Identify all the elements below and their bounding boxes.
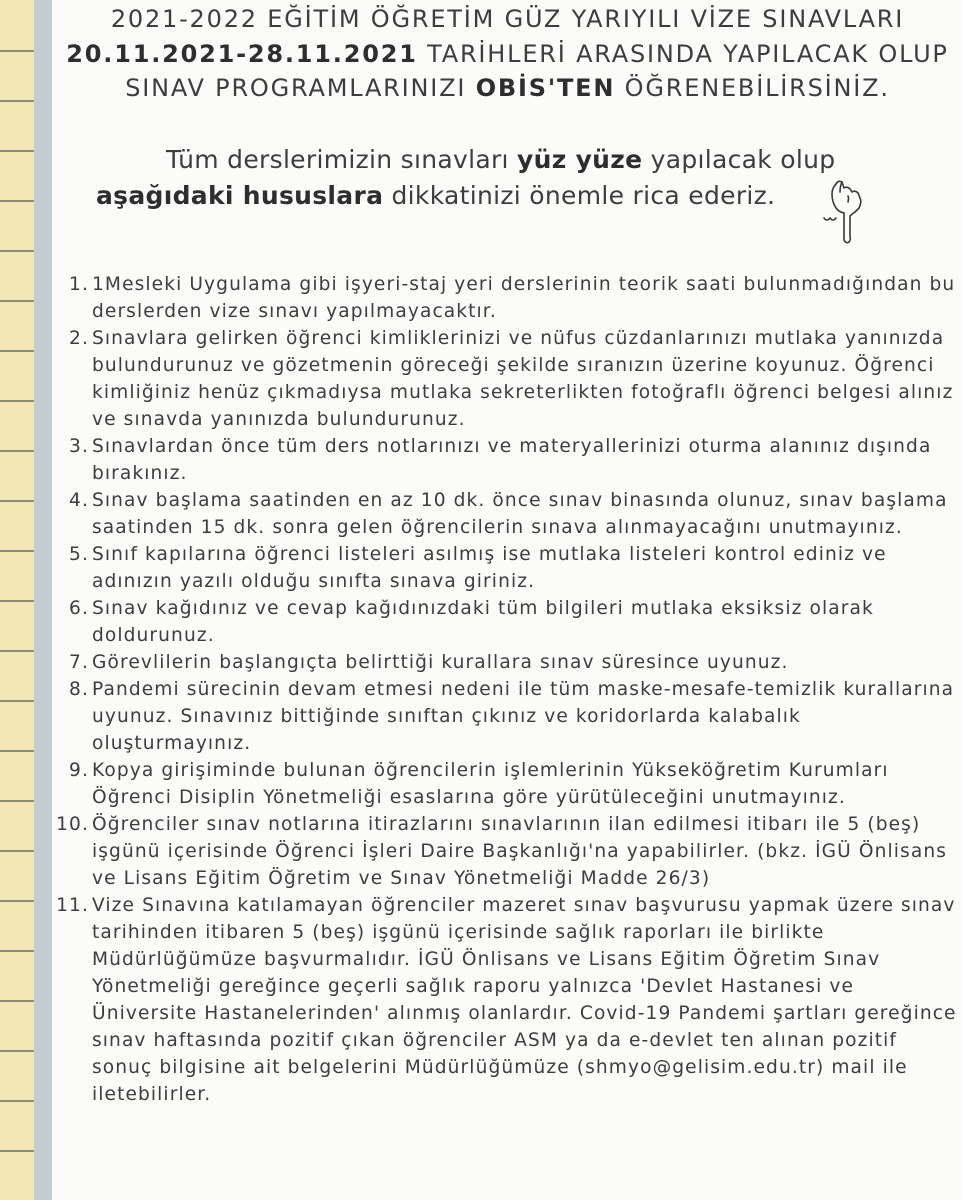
rule-text: Vize Sınavına katılamayan öğrenciler mazeret sınav başvurusu yapmak üzere sınav tarihinden itibaren 5 (beş) işgünü içerisinde sağlık raporları ile birlikte Müdürlüğümüze başvurmalıdır. İGÜ Önlisans ve Lisans Eğitim Öğretim Sınav Yönetmeliği gereğince geçerli sağlık raporu yalnızca 'Devlet Hastanesi ve Üniversite Hastanelerinden' alınmış olanlardır. Covid-19 Pandemi şartları gereğince sınav haftasında pozitif çıkan öğrenciler ASM ya da e-devlet ten alınan pozitif sonuç bilgisine ait belgelerini Müdürlüğümüze (shmyo@gelisim.edu.tr) mail ile iletebilirler. [92,895,957,1105]
header-line-2-text: TARİHLERİ ARASINDA YAPILACAK OLUP [417,39,949,68]
rule-text: Sınav başlama saatinden en az 10 dk. önce sınav binasında olunuz, sınav başlama saatinden 15 dk. sonra gelen öğrencilerin sınava alınmayacağını unutmayınız. [92,490,948,538]
rule-text: Görevlilerin başlangıçta belirttiği kurallara sınav süresince uyunuz. [92,652,789,673]
rule-text: 1Mesleki Uygulama gibi işyeri-staj yeri derslerinin teorik saati bulunmadığından bu derslerden vize sınavı yapılmayacaktır. [92,274,956,322]
intro-line-1 [96,142,835,178]
binding-line [0,900,34,902]
binding-line [0,100,34,102]
binding-line [0,950,34,952]
rule-text: Sınav kağıdınız ve cevap kağıdınızdaki tüm bilgileri mutlaka eksiksiz olarak doldurunuz. [92,598,874,646]
binding-line [0,750,34,752]
rule-text: Pandemi sürecinin devam etmesi nedeni ile tüm maske-mesafe-temizlik kurallarına uyunuz. Sınavınız bittiğinde sınıftan çıkınız ve koridorlarda kalabalık oluşturmayınız. [92,679,955,754]
rule-item [52,487,957,541]
rule-item [52,595,957,649]
header-line-1: 2021-2022 EĞİTİM ÖĞRETİM GÜZ YARIYILI VİZE SINAVLARI [110,5,905,33]
intro-line-2 [96,178,835,214]
binding-line [0,1050,34,1052]
face-to-face-highlight: yüz yüze [517,145,643,174]
binding-line [0,250,34,252]
rule-item [52,325,957,433]
rule-text: Sınavlara gelirken öğrenci kimliklerinizi ve nüfus cüzdanlarınızı mutlaka yanınızda bulundurunuz ve gözetmenin göreceği şekilde sıranızın üzerine koyunuz. Öğrenci kimliğiniz henüz çıkmadıysa mutlaka sekreterlikten fotoğraflı öğrenci belgesi alınız ve sınavda yanınızda bulundurunuz. [92,328,954,430]
binding-line [0,150,34,152]
pointing-down-hand-icon [822,178,870,246]
header-line-3 [52,71,963,106]
binding-line [0,50,34,52]
binding-line [0,550,34,552]
binding-line [0,350,34,352]
rule-number: 10. [56,814,89,835]
rules-list [52,271,957,1108]
binding-line [0,1100,34,1102]
rule-item [52,541,957,595]
announcement-header [52,2,963,106]
exam-dates: 20.11.2021-28.11.2021 [66,39,418,68]
obis-highlight: OBİS'TEN [475,74,616,102]
binding-line [0,850,34,852]
rule-item [52,676,957,757]
rule-item [52,892,957,1108]
rule-text: Öğrenciler sınav notlarına itirazlarını sınavlarının ilan edilmesi itibarı ile 5 (beş) işgünü içerisinde Öğrenci İşleri Daire Başkanlığı'na yapabilirler. (bkz. İGÜ Önlisans ve Lisans Eğitim Öğretim ve Sınav Yönetmeliği Madde 26/3) [92,814,947,889]
binding-line [0,200,34,202]
rule-number: 11. [56,895,89,916]
rule-number: 7. [69,652,89,673]
binding-line [0,650,34,652]
rule-number: 1. [69,274,89,295]
rule-item [52,433,957,487]
binding-line [0,450,34,452]
rule-text: Kopya girişiminde bulunan öğrencilerin işlemlerinin Yükseköğretim Kurumları Öğrenci Disiplin Yönetmeliği esaslarına göre yürütüleceğini unutmayınız. [92,760,889,808]
rule-item [52,649,957,676]
binding-line [0,500,34,502]
rule-number: 2. [69,328,89,349]
notebook-binding-margin [0,0,34,1200]
intro-part-1: Tüm derslerimizin sınavları [166,145,518,174]
rule-item [52,757,957,811]
binding-line [0,1150,34,1152]
rule-number: 8. [69,679,89,700]
rule-number: 3. [69,436,89,457]
rule-number: 9. [69,760,89,781]
notebook-spine [34,0,52,1200]
rule-item [52,271,957,325]
intro-part-3: dikkatinizi önemle rica ederiz. [383,181,776,210]
rule-text: Sınıf kapılarına öğrenci listeleri asılmış ise mutlaka listeleri kontrol ediniz ve adınızın yazılı olduğu sınıfta sınava giriniz. [92,544,887,592]
binding-line [0,400,34,402]
rule-number: 4. [69,490,89,511]
announcement-page [52,0,963,1200]
binding-line [0,300,34,302]
rule-number: 6. [69,598,89,619]
header-line-3-end: ÖĞRENEBİLİRSİNİZ. [615,74,890,102]
binding-line [0,700,34,702]
rule-item [52,811,957,892]
binding-line [0,1000,34,1002]
intro-text [96,142,835,214]
header-line-3-start: SINAV PROGRAMLARINIZI [125,74,476,102]
rule-number: 5. [69,544,89,565]
intro-part-2: yapılacak olup [642,145,836,174]
header-line-2 [52,37,963,72]
following-points-highlight: aşağıdaki hususlara [96,181,384,210]
binding-line [0,600,34,602]
rule-text: Sınavlardan önce tüm ders notlarınızı ve materyallerinizi oturma alanınız dışında bırakınız. [92,436,932,484]
binding-line [0,800,34,802]
